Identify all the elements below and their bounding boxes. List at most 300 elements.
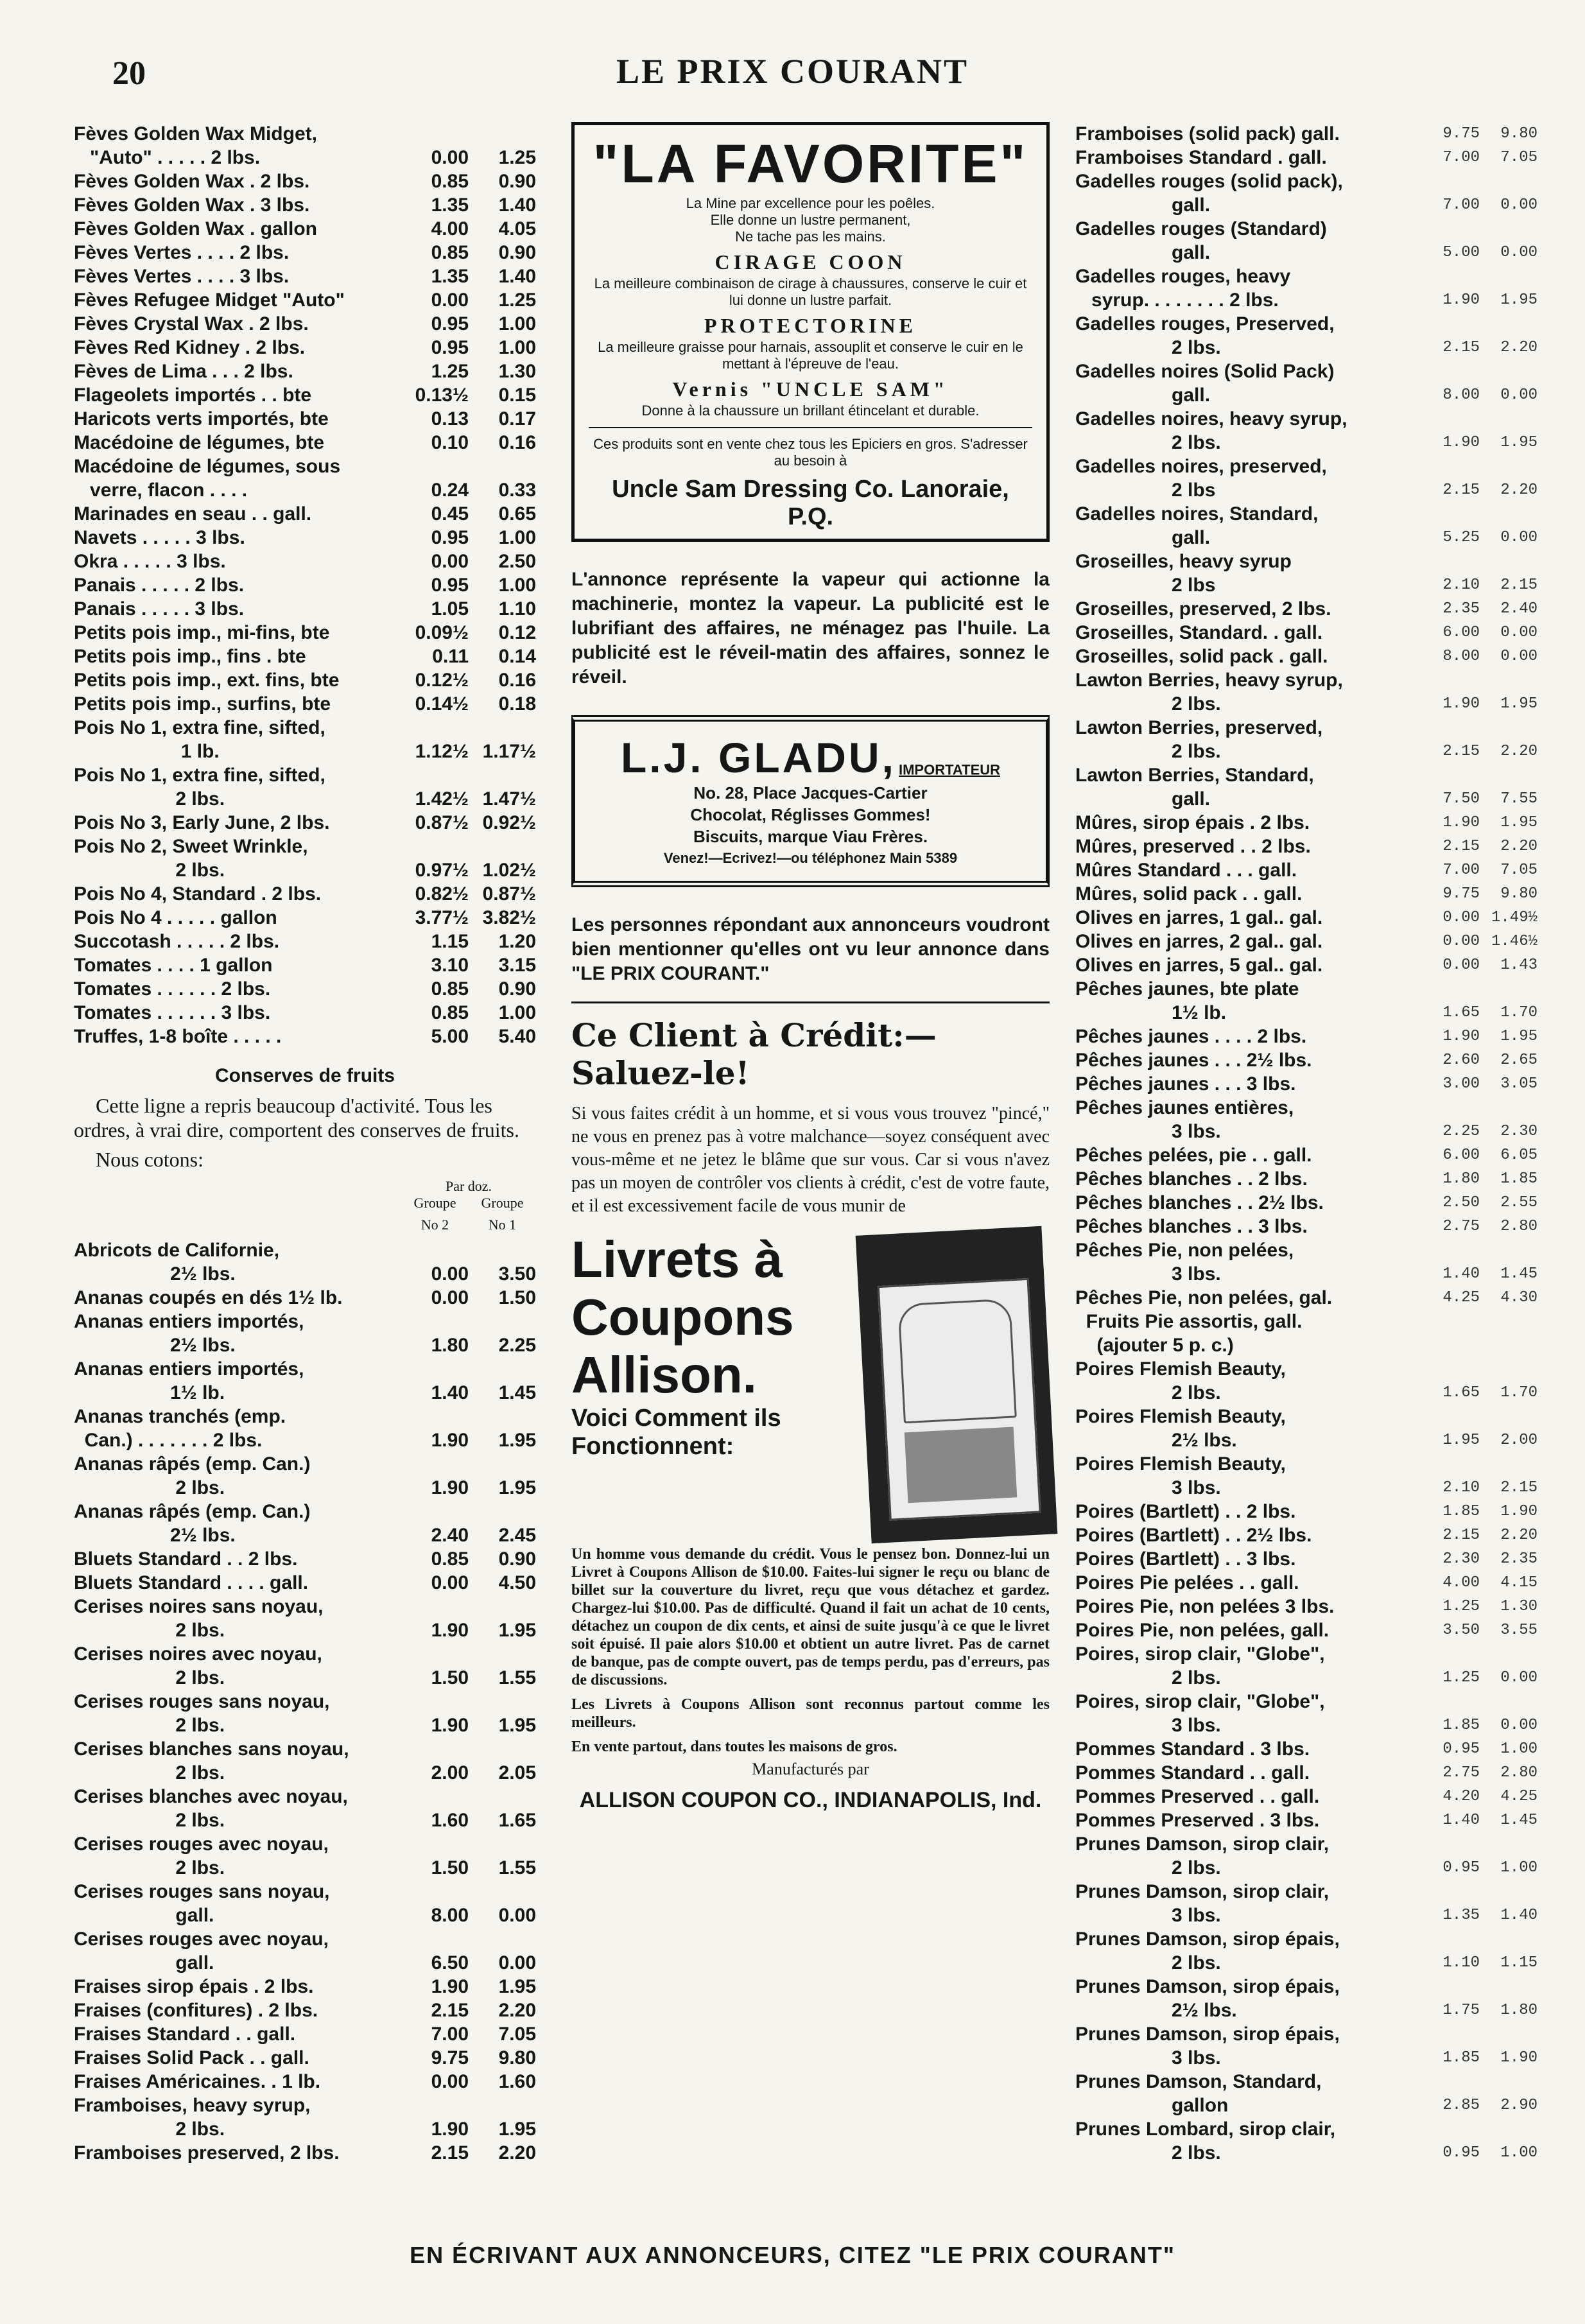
price-group-2: 6.00 <box>1442 624 1480 641</box>
groupe-label-1: Groupe <box>413 1195 456 1211</box>
price-row <box>74 2022 536 2046</box>
price-group-1: 1.40 <box>498 195 536 216</box>
price-row <box>1075 1880 1537 1903</box>
item-name: Fraises (confitures) . 2 lbs. <box>74 2000 318 2021</box>
price-row <box>74 1713 536 1737</box>
price-group-1: 1.00 <box>498 575 536 596</box>
price-row <box>1075 2117 1537 2141</box>
price-group-1: 1.55 <box>498 1857 536 1878</box>
item-name: syrup. . . . . . . . 2 lbs. <box>1075 290 1279 311</box>
price-group-2: 1.90 <box>1442 814 1480 831</box>
price-group-1: 1.10 <box>498 598 536 620</box>
price-group-2: 0.12½ <box>415 670 469 691</box>
price-row <box>1075 169 1537 193</box>
price-group-2: 1.90 <box>431 1976 469 1997</box>
item-name: Panais . . . . . 3 lbs. <box>74 598 245 620</box>
item-name: 2 lbs <box>1075 575 1216 596</box>
item-name: 3 lbs. <box>1075 1715 1221 1736</box>
item-name: Cerises rouges sans noyau, <box>74 1881 330 1902</box>
item-name: gall. <box>1075 788 1211 810</box>
price-row <box>1075 193 1537 217</box>
gladu-tag: IMPORTATEUR <box>898 761 1001 778</box>
price-group-2: 1.80 <box>1442 1170 1480 1188</box>
price-row <box>74 1975 536 1999</box>
item-name: Fraises sirop épais . 2 lbs. <box>74 1976 314 1997</box>
item-name: Pêches blanches . . 3 lbs. <box>1075 1216 1308 1237</box>
price-row <box>1075 1381 1537 1405</box>
price-group-1: 1.95 <box>498 1477 536 1498</box>
price-group-1: 1.95 <box>1500 695 1537 713</box>
price-row <box>74 597 536 621</box>
item-name: Mûres Standard . . . gall. <box>1075 860 1297 881</box>
item-name: Prunes Damson, Standard, <box>1075 2071 1322 2092</box>
price-row <box>1075 787 1537 811</box>
price-group-1: 1.95 <box>498 1620 536 1641</box>
price-group-1: 1.20 <box>498 931 536 952</box>
price-group-2: 1.80 <box>431 1335 469 1356</box>
price-row <box>1075 763 1537 787</box>
item-name: Mûres, solid pack . . gall. <box>1075 883 1303 905</box>
price-row <box>1075 668 1537 692</box>
item-name: Prunes Damson, sirop clair, <box>1075 1881 1329 1902</box>
price-group-2: 1.90 <box>431 1715 469 1736</box>
price-group-2: 1.90 <box>431 1430 469 1451</box>
item-name: Fèves Golden Wax . 2 lbs. <box>74 171 310 192</box>
allison-company: ALLISON COUPON CO., INDIANAPOLIS, Ind. <box>579 1788 1042 1812</box>
item-name: Haricots verts importés, bte <box>74 408 329 429</box>
price-group-2: 0.11 <box>432 646 469 667</box>
price-group-2: 5.00 <box>1442 244 1480 261</box>
price-group-2: 0.00 <box>431 1263 469 1285</box>
price-list-fruits-continued <box>1075 122 1537 2165</box>
price-row <box>74 573 536 597</box>
price-row <box>74 1642 536 1666</box>
item-name: Pêches jaunes . . . . 2 lbs. <box>1075 1026 1307 1047</box>
item-name: Poires Pie, non pelées, gall. <box>1075 1620 1329 1641</box>
price-row <box>1075 953 1537 977</box>
price-group-1: 3.15 <box>498 955 536 976</box>
item-name: Pêches Pie, non pelées, <box>1075 1240 1294 1261</box>
nous-cotons: Nous cotons: <box>96 1148 204 1171</box>
item-name: Fèves Golden Wax . gallon <box>74 218 317 239</box>
price-group-1: 1.65 <box>498 1810 536 1831</box>
price-row <box>74 1571 536 1595</box>
booklet-window <box>897 1298 1016 1423</box>
item-name: Macédoine de légumes, bte <box>74 432 325 453</box>
price-row <box>1075 1571 1537 1595</box>
price-row <box>1075 882 1537 906</box>
price-row <box>74 407 536 431</box>
price-group-1: 0.00 <box>1500 386 1537 404</box>
price-row <box>1075 1713 1537 1737</box>
price-row <box>74 1903 536 1927</box>
item-name: Fèves Crystal Wax . 2 lbs. <box>74 313 309 334</box>
price-group-2: 0.14½ <box>415 693 469 715</box>
price-group-1: 4.25 <box>1500 1788 1537 1805</box>
price-group-2: 1.25 <box>1442 1598 1480 1615</box>
price-row <box>1075 1547 1537 1571</box>
item-name: 2 lbs <box>1075 480 1216 501</box>
item-name: Pêches jaunes . . . 2½ lbs. <box>1075 1050 1312 1071</box>
price-group-1: 0.87½ <box>482 883 536 905</box>
price-group-1: 4.05 <box>498 218 536 239</box>
price-row <box>1075 977 1537 1001</box>
price-row <box>1075 1523 1537 1547</box>
item-name: Petits pois imp., surfins, bte <box>74 693 331 715</box>
item-name: 1½ lb. <box>1075 1002 1227 1023</box>
price-group-2: 0.95 <box>1442 1740 1480 1758</box>
price-row <box>1075 1428 1537 1452</box>
allison-headline: Livrets à Coupons Allison. <box>571 1231 794 1403</box>
item-name: Prunes Damson, sirop épais, <box>1075 1929 1340 1950</box>
price-group-2: 5.25 <box>1442 529 1480 546</box>
price-group-1: 2.20 <box>1500 339 1537 356</box>
price-row <box>74 193 536 217</box>
page-title: LE PRIX COURANT <box>616 52 969 91</box>
price-group-2: 2.15 <box>1442 339 1480 356</box>
price-row <box>74 1476 536 1500</box>
vernis-title: Vernis "UNCLE SAM" <box>672 377 949 401</box>
price-group-2: 0.95 <box>1442 1859 1480 1877</box>
price-group-1: 3.05 <box>1500 1075 1537 1093</box>
price-row <box>74 1785 536 1808</box>
price-group-1: 7.05 <box>498 2024 536 2045</box>
item-name: 2 lbs. <box>1075 432 1221 453</box>
item-name: 2 lbs. <box>1075 1857 1221 1878</box>
gladu-products-2: Biscuits, marque Viau Frères. <box>693 827 928 846</box>
ad-la-favorite <box>571 122 1050 542</box>
price-group-1: 0.90 <box>498 978 536 1000</box>
price-group-2: 1.60 <box>431 1810 469 1831</box>
item-name: Petits pois imp., ext. fins, bte <box>74 670 340 691</box>
price-group-2: 1.25 <box>1442 1669 1480 1687</box>
item-name: Cerises blanches sans noyau, <box>74 1739 349 1760</box>
item-name: Pommes Preserved . . gall. <box>1075 1786 1320 1807</box>
price-group-2: 1.85 <box>1442 2049 1480 2067</box>
price-group-1: 1.70 <box>1500 1004 1537 1021</box>
price-group-1: 2.65 <box>1500 1052 1537 1069</box>
price-group-2: 1.85 <box>1442 1503 1480 1520</box>
price-group-2: 0.95 <box>431 575 469 596</box>
item-name: Poires Pie pelées . . gall. <box>1075 1572 1299 1593</box>
price-group-1: 1.00 <box>498 527 536 548</box>
item-name: Petits pois imp., mi-fins, bte <box>74 622 330 643</box>
price-row <box>74 217 536 241</box>
price-group-2: 8.00 <box>431 1905 469 1926</box>
item-name: Gadelles noires, heavy syrup, <box>1075 408 1347 429</box>
item-name: Can.) . . . . . . . 2 lbs. <box>74 1430 263 1451</box>
price-group-1: 1.50 <box>498 1287 536 1308</box>
item-name: Fèves Vertes . . . . 2 lbs. <box>74 242 290 263</box>
price-group-1: 0.00 <box>1500 648 1537 665</box>
price-group-2: 1.35 <box>1442 1907 1480 1924</box>
price-list-fruits <box>74 1238 536 2165</box>
item-name: 2½ lbs. <box>74 1263 236 1285</box>
price-row <box>1075 122 1537 146</box>
price-row <box>1075 1903 1537 1927</box>
price-row <box>74 977 536 1001</box>
item-name: Pêches Pie, non pelées, gal. <box>1075 1287 1333 1308</box>
price-group-1: 9.80 <box>498 2047 536 2068</box>
item-name: 2 lbs. <box>1075 741 1221 762</box>
price-group-1: 5.40 <box>498 1026 536 1047</box>
price-group-2: 1.65 <box>1442 1384 1480 1401</box>
item-name: Lawton Berries, preserved, <box>1075 717 1323 738</box>
item-name: Fèves Vertes . . . . 3 lbs. <box>74 266 290 287</box>
price-row <box>1075 740 1537 763</box>
item-name: 1½ lb. <box>74 1382 225 1403</box>
price-group-2: 2.40 <box>431 1525 469 1546</box>
price-row <box>74 668 536 692</box>
price-row <box>1075 1666 1537 1690</box>
item-name: Pêches blanches . . 2½ lbs. <box>1075 1192 1324 1213</box>
price-row <box>1075 360 1537 383</box>
item-name: Pêches jaunes, bte plate <box>1075 978 1299 1000</box>
price-row <box>1075 478 1537 502</box>
item-name: Pêches blanches . . 2 lbs. <box>1075 1168 1308 1190</box>
groupe-no2: No 2 <box>420 1217 449 1233</box>
price-group-1: 2.00 <box>1500 1432 1537 1449</box>
item-name: Framboises (solid pack) gall. <box>1075 123 1340 144</box>
price-row <box>74 740 536 763</box>
price-group-2: 0.13½ <box>415 385 469 406</box>
price-group-1: 0.00 <box>1500 1669 1537 1687</box>
item-name: gall. <box>74 1952 214 1973</box>
price-group-1: 0.16 <box>498 670 536 691</box>
item-name: Succotash . . . . . 2 lbs. <box>74 931 280 952</box>
price-group-1: 2.80 <box>1500 1764 1537 1782</box>
price-group-1: 1.45 <box>1500 1812 1537 1829</box>
item-name: Pois No 4, Standard . 2 lbs. <box>74 883 322 905</box>
price-group-2: 0.00 <box>1442 909 1480 926</box>
right-column <box>1075 122 1537 2165</box>
item-name: gall. <box>1075 242 1211 263</box>
price-group-1: 1.95 <box>498 1715 536 1736</box>
item-name: Macédoine de légumes, sous <box>74 456 341 477</box>
item-name: Panais . . . . . 2 lbs. <box>74 575 245 596</box>
item-name: Prunes Damson, sirop épais, <box>1075 1976 1340 1997</box>
price-group-1: 1.00 <box>498 313 536 334</box>
price-group-2: 7.00 <box>1442 149 1480 166</box>
price-group-1: 2.15 <box>1500 1479 1537 1496</box>
price-row <box>1075 383 1537 407</box>
price-row <box>1075 146 1537 169</box>
price-row <box>74 360 536 383</box>
price-row <box>1075 336 1537 360</box>
booklet-coupons <box>905 1426 1018 1503</box>
item-name: Flageolets importés . . bte <box>74 385 312 406</box>
price-group-2: 1.90 <box>1442 434 1480 451</box>
item-name: Framboises preserved, 2 lbs. <box>74 2142 340 2164</box>
price-group-2: 0.85 <box>431 1548 469 1570</box>
price-group-1: 0.90 <box>498 1548 536 1570</box>
price-row <box>74 1262 536 1286</box>
page-number: 20 <box>112 55 146 92</box>
item-name: 2 lbs. <box>74 1620 225 1641</box>
price-row <box>1075 1999 1537 2022</box>
price-row <box>1075 502 1537 526</box>
repondant-paragraph: Les personnes répondant aux annonceurs voudront bien mentionner qu'elles ont vu leur annonce dans "LE PRIX COURANT." <box>571 914 1050 984</box>
item-name: Abricots de Californie, <box>74 1240 280 1261</box>
price-group-2: 4.20 <box>1442 1788 1480 1805</box>
item-name: 3 lbs. <box>1075 1905 1221 1926</box>
price-row <box>74 312 536 336</box>
price-row <box>74 383 536 407</box>
price-row <box>1075 1143 1537 1167</box>
price-group-1: 1.40 <box>1500 1907 1537 1924</box>
price-group-2: 0.85 <box>431 978 469 1000</box>
price-group-1: 0.92½ <box>482 812 536 833</box>
price-group-2: 0.10 <box>431 432 469 453</box>
price-group-2: 0.24 <box>431 480 469 501</box>
price-row <box>1075 2022 1537 2046</box>
price-group-1: 1.95 <box>1500 1028 1537 1045</box>
price-row <box>1075 1690 1537 1713</box>
price-row <box>74 526 536 550</box>
price-group-2: 0.45 <box>431 503 469 525</box>
price-group-1: 1.55 <box>498 1667 536 1688</box>
price-group-1: 2.20 <box>498 2142 536 2164</box>
price-row <box>1075 906 1537 930</box>
price-group-1: 2.35 <box>1500 1550 1537 1568</box>
price-group-1: 0.12 <box>498 622 536 643</box>
price-group-2: 6.50 <box>431 1952 469 1973</box>
price-row <box>1075 1405 1537 1428</box>
price-group-1: 1.70 <box>1500 1384 1537 1401</box>
price-group-2: 1.40 <box>1442 1812 1480 1829</box>
price-row <box>74 716 536 740</box>
price-row <box>74 1832 536 1856</box>
price-group-2: 1.15 <box>431 931 469 952</box>
groupe-label-2: Groupe <box>481 1195 524 1211</box>
price-group-2: 7.00 <box>1442 862 1480 879</box>
item-name: Lawton Berries, Standard, <box>1075 765 1314 786</box>
left-column <box>74 122 536 2165</box>
favorite-company: Uncle Sam Dressing Co. Lanoraie, P.Q. <box>612 476 1009 530</box>
price-group-1: 3.82½ <box>482 907 536 928</box>
price-row <box>1075 1856 1537 1880</box>
item-name: Cerises rouges avec noyau, <box>74 1929 329 1950</box>
price-group-2: 0.00 <box>431 2071 469 2092</box>
price-group-1: 4.50 <box>498 1572 536 1593</box>
price-row <box>1075 1286 1537 1310</box>
allison-text <box>571 1231 851 1539</box>
price-group-2: 0.00 <box>431 1287 469 1308</box>
item-name: 3 lbs. <box>1075 1477 1221 1498</box>
item-name: Prunes Damson, sirop clair, <box>1075 1834 1329 1855</box>
price-group-2: 2.30 <box>1442 1550 1480 1568</box>
item-name: 3 lbs. <box>1075 1121 1221 1142</box>
price-row <box>74 241 536 264</box>
price-row <box>1075 1761 1537 1785</box>
price-row <box>74 288 536 312</box>
item-name: 2 lbs. <box>74 860 225 881</box>
price-group-1: 1.80 <box>1500 2002 1537 2019</box>
price-group-1: 3.50 <box>498 1263 536 1285</box>
price-row <box>74 1547 536 1571</box>
price-row <box>1075 1310 1537 1333</box>
price-group-2: 2.15 <box>1442 743 1480 760</box>
price-group-2: 2.25 <box>1442 1123 1480 1140</box>
price-group-2: 1.40 <box>431 1382 469 1403</box>
price-group-2: 0.00 <box>431 1572 469 1593</box>
price-group-1: 1.45 <box>1500 1265 1537 1283</box>
item-name: Fraises Américaines. . 1 lb. <box>74 2071 321 2092</box>
item-name: Olives en jarres, 5 gal.. gal. <box>1075 955 1323 976</box>
price-group-2: 1.05 <box>431 598 469 620</box>
price-row <box>1075 2070 1537 2094</box>
item-name: Poires, sirop clair, "Globe", <box>1075 1691 1325 1712</box>
price-group-1: 0.15 <box>498 385 536 406</box>
price-group-2: 2.60 <box>1442 1052 1480 1069</box>
item-name: Mûres, preserved . . 2 lbs. <box>1075 836 1311 857</box>
item-name: 2 lbs. <box>74 1762 225 1783</box>
item-name: Gadelles rouges (solid pack), <box>1075 171 1343 192</box>
item-name: 2 lbs. <box>1075 1667 1221 1688</box>
price-row <box>74 1452 536 1476</box>
price-row <box>1075 1832 1537 1856</box>
price-group-2: 3.00 <box>1442 1075 1480 1093</box>
price-group-2: 4.00 <box>431 218 469 239</box>
item-name: Gadelles rouges, heavy <box>1075 266 1291 287</box>
price-group-1: 7.55 <box>1500 790 1537 808</box>
item-name: gall. <box>74 1905 214 1926</box>
item-name: Groseilles, preserved, 2 lbs. <box>1075 598 1331 620</box>
item-name: Gadelles noires, Standard, <box>1075 503 1319 525</box>
price-group-2: 1.90 <box>1442 1028 1480 1045</box>
price-row <box>1075 1333 1537 1357</box>
allison-body-2: Les Livrets à Coupons Allison sont reconnus partout comme les meilleurs. <box>571 1696 1050 1731</box>
price-group-1: 1.95 <box>498 2119 536 2140</box>
price-row <box>74 1595 536 1618</box>
price-group-1: 1.95 <box>498 1430 536 1451</box>
price-row <box>1075 1595 1537 1618</box>
price-group-1: 2.50 <box>498 551 536 572</box>
price-row <box>74 2117 536 2141</box>
favorite-line-3: Ne tache pas les mains. <box>735 229 886 245</box>
price-row <box>1075 811 1537 835</box>
price-group-2: 0.85 <box>431 242 469 263</box>
price-row <box>1075 692 1537 716</box>
price-row <box>1075 1500 1537 1523</box>
price-row <box>1075 1808 1537 1832</box>
price-group-1: 0.00 <box>1500 529 1537 546</box>
price-row <box>74 930 536 953</box>
item-name: Poires (Bartlett) . . 3 lbs. <box>1075 1548 1296 1570</box>
item-name: Poires, sirop clair, "Globe", <box>1075 1643 1325 1665</box>
price-group-1: 9.80 <box>1500 885 1537 903</box>
price-row <box>1075 1191 1537 1215</box>
price-row <box>74 835 536 858</box>
price-row <box>74 1001 536 1025</box>
item-name: Prunes Damson, sirop épais, <box>1075 2024 1340 2045</box>
price-group-1: 1.90 <box>1500 1503 1537 1520</box>
price-group-1: 4.15 <box>1500 1574 1537 1591</box>
price-row <box>1075 1262 1537 1286</box>
price-group-1: 1.46½ <box>1491 933 1537 950</box>
middle-column <box>571 122 1050 1813</box>
item-name: Marinades en seau . . gall. <box>74 503 312 525</box>
price-row <box>1075 1025 1537 1048</box>
item-name: Fèves Refugee Midget "Auto" <box>74 290 345 311</box>
price-row <box>74 2070 536 2094</box>
price-group-1: 0.90 <box>498 242 536 263</box>
item-name: Pois No 4 . . . . . gallon <box>74 907 277 928</box>
item-name: Lawton Berries, heavy syrup, <box>1075 670 1343 691</box>
allison-body: Un homme vous demande du crédit. Vous le pensez bon. Donnez-lui un Livret à Coupons Allison de $10.00. Faites-lui signer le reçu ou blanc de billet sur la couverture du livret, reçu que vous détachez et gardez. Chargez-lui $10.00. Pas de difficulté. Quand il fait un achat de 10 cents, détachez un coupon de dix cents, et ainsi de suite jusqu'à ce que le livret soit épuisé. Il paie alors $10.00 et obtient un autre livret. Pas de carnet de banque, pas de compte ouvert, pas de temps perdu, pas d'erreurs, pas de discussions. <box>571 1546 1050 1688</box>
credit-title: Ce Client à Crédit:—Saluez-le! <box>571 1016 937 1092</box>
price-group-2: 2.15 <box>431 2142 469 2164</box>
